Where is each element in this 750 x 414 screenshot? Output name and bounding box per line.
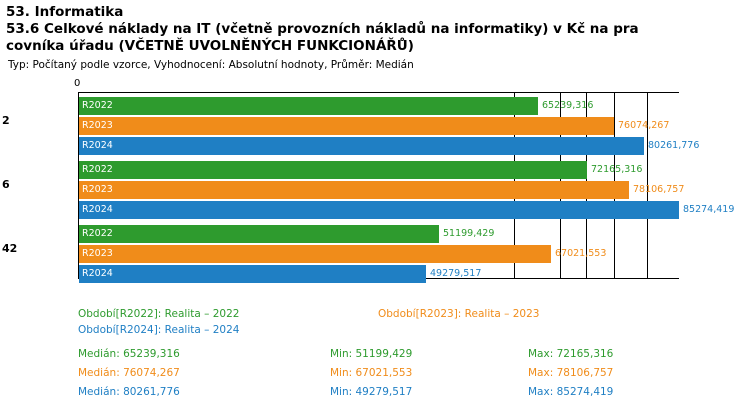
- stat-max: Max: 78106,757: [528, 367, 614, 379]
- bar-value-label: 51199,429: [443, 228, 495, 239]
- stat-row: [0, 348, 750, 367]
- stat-min: Min: 49279,517: [330, 386, 413, 398]
- plot-area: [78, 92, 735, 279]
- bar-value-label: 67021,553: [555, 248, 607, 259]
- chart-title-line-2: covníka úřadu (VČETNĚ UVOLNĚNÝCH FUNKCIONÁŘŮ): [6, 38, 414, 54]
- bar[interactable]: [79, 117, 614, 135]
- bar-row: [79, 117, 679, 135]
- bar-value-label: 76074,267: [618, 120, 670, 131]
- stat-max: Max: 72165,316: [528, 348, 614, 360]
- bar[interactable]: [79, 97, 538, 115]
- bar-row: [79, 137, 700, 155]
- bar-series-tag: R2022: [82, 228, 113, 239]
- bar-row: [79, 97, 679, 115]
- bar-series-tag: R2022: [82, 164, 113, 175]
- axis-zero-label: 0: [74, 78, 81, 89]
- bar-value-label: 85274,419: [683, 204, 735, 215]
- bar-series-tag: R2024: [82, 140, 113, 151]
- bar-row: [79, 245, 679, 263]
- stat-median: Medián: 76074,267: [78, 367, 180, 379]
- stat-median: Medián: 80261,776: [78, 386, 180, 398]
- bar-series-tag: R2024: [82, 268, 113, 279]
- stat-row: [0, 367, 750, 386]
- header-block: [0, 0, 750, 72]
- group-label: 2: [2, 114, 10, 127]
- stat-min: Min: 67021,553: [330, 367, 413, 379]
- bar[interactable]: [79, 245, 551, 263]
- bar-series-tag: R2022: [82, 100, 113, 111]
- chart-type-line: Typ: Počítaný podle vzorce, Vyhodnocení: Absolutní hodnoty, Průměr: Medián: [8, 59, 414, 71]
- bar-value-label: 49279,517: [430, 268, 482, 279]
- legend-row: [0, 324, 750, 340]
- bar-row: [79, 225, 679, 243]
- chart-stats: [0, 348, 750, 405]
- stat-max: Max: 85274,419: [528, 386, 614, 398]
- bar-row: [79, 161, 679, 179]
- bar[interactable]: [79, 161, 587, 179]
- group-label: 42: [2, 242, 18, 255]
- bar-row: [79, 181, 685, 199]
- stat-median: Medián: 65239,316: [78, 348, 180, 360]
- bar-value-label: 80261,776: [648, 140, 700, 151]
- group-label: 6: [2, 178, 10, 191]
- chart-title-line-1: 53.6 Celkové náklady na IT (včetně provozních nákladů na informatiky) v Kč na pra: [6, 21, 639, 37]
- bar-row: [79, 265, 679, 283]
- bar-series-tag: R2023: [82, 184, 113, 195]
- bar-series-tag: R2024: [82, 204, 113, 215]
- bar-row: [79, 201, 735, 219]
- bar-value-label: 78106,757: [633, 184, 685, 195]
- legend-item[interactable]: Období[R2024]: Realita – 2024: [78, 324, 240, 336]
- bar[interactable]: [79, 201, 679, 219]
- section-title: 53. Informatika: [6, 4, 124, 20]
- legend-item[interactable]: Období[R2022]: Realita – 2022: [78, 308, 240, 320]
- plot-wrapper: [0, 78, 750, 290]
- stat-min: Min: 51199,429: [330, 348, 413, 360]
- bar-value-label: 65239,316: [542, 100, 594, 111]
- stat-row: [0, 386, 750, 405]
- legend-item[interactable]: Období[R2023]: Realita – 2023: [378, 308, 540, 320]
- legend-row: [0, 308, 750, 324]
- bar[interactable]: [79, 265, 426, 283]
- bar-series-tag: R2023: [82, 120, 113, 131]
- bar-value-label: 72165,316: [591, 164, 643, 175]
- bar-series-tag: R2023: [82, 248, 113, 259]
- bar[interactable]: [79, 181, 629, 199]
- bar[interactable]: [79, 137, 644, 155]
- bar[interactable]: [79, 225, 439, 243]
- chart-legend: [0, 308, 750, 340]
